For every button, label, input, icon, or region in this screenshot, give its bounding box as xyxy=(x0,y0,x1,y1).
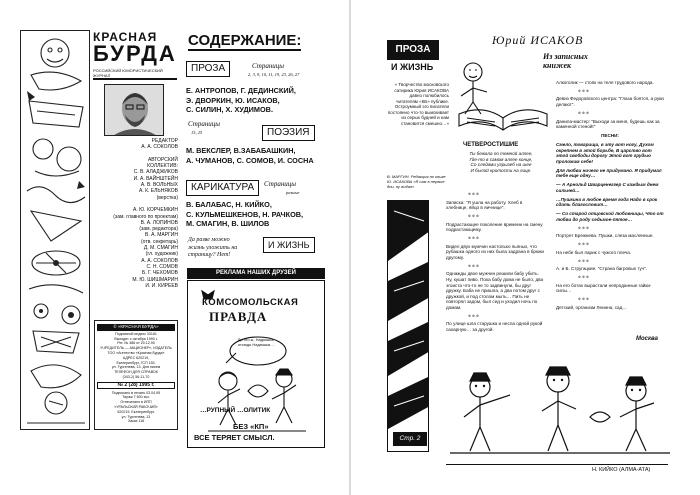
separator-icon: ✲ ✲ ✲ xyxy=(468,236,480,241)
ad-slogan-line2: ВСЕ ТЕРЯЕТ СМЫСЛ. xyxy=(194,433,275,442)
contents-title: СОДЕРЖАНИЕ: xyxy=(188,32,302,49)
portrait-icon xyxy=(105,85,164,136)
poezia-pages-label: Страницы xyxy=(188,120,221,128)
separator-icon: ✲ ✲ ✲ xyxy=(578,242,590,247)
section-box-karikatura: КАРИКАТУРА xyxy=(186,180,259,196)
staff-line: С. Н. СОМОВ xyxy=(146,263,178,270)
staff-line: С. В. АЛАДЖИКОВ xyxy=(133,169,178,176)
section-label-proza: ПРОЗА xyxy=(387,40,439,60)
ad-speech-bubble: Да это ж, Надюшка, отсюдо Надюшка… xyxy=(237,337,275,347)
staff-line: И. А. ВАЙНШТЕЙН xyxy=(133,175,178,182)
heading-illustration xyxy=(453,52,548,142)
staff-line: А. А. СОКОЛОВ xyxy=(141,257,178,264)
staff-line: (зам. редактора) xyxy=(139,226,178,233)
logo-subtitle: РОССИЙСКИЙ ЮМОРИСТИЧЕСКИЙ ЖУРНАЛ xyxy=(93,68,163,78)
note-line: страницу? Нет! xyxy=(188,252,231,258)
contents-note xyxy=(188,237,237,260)
staff-line: В. А. ЛОПИНОВ xyxy=(140,219,178,226)
article-column-1 xyxy=(446,191,544,336)
ad-slogan-line1: БЕЗ «КП» xyxy=(233,422,269,431)
staff-line: РЕДАКТОР xyxy=(151,138,178,144)
staff-line: (гл. художник) xyxy=(145,251,178,258)
author-line: М. СМАГИН, В. ШИЛОВ xyxy=(186,219,270,228)
imprint-line: ул. Тургенева, 13. Для писем xyxy=(111,365,161,370)
staff-line: М. Ю. ШИШМАРИН xyxy=(132,276,178,283)
separator-icon: ✲ ✲ ✲ xyxy=(468,192,480,196)
soldiers-cartoon-icon xyxy=(440,347,680,459)
column-paragraph: Алкоголик — стопк на теле трудового народа. xyxy=(556,80,654,85)
staff-line: А. А. СОКОЛОВ xyxy=(141,144,178,151)
staff-line: Б. Г. ЧЕХОМОВ xyxy=(141,270,178,277)
author-line: С. КУЛЬМЕШКЕНОВ, Н. РАЧКОВ, xyxy=(186,209,304,219)
proza-pages-label: Страницы xyxy=(252,62,285,70)
poezia-pages-list: 15, 25 xyxy=(191,130,203,135)
author-line: В. БАЛАБАС, Н. КИЙКО, xyxy=(186,200,272,209)
footer-rule xyxy=(446,464,668,465)
print-line: Тираж 7 600 экз. xyxy=(122,395,150,400)
logo-main-word: БУРДА xyxy=(93,41,177,66)
page-stamp: Стр. 2 xyxy=(393,432,427,446)
separator-icon: ✲ ✲ ✲ xyxy=(578,275,590,279)
article-intro: « Творчество московского сатирика Юрия ИСАКОВА давно полюбилось читателям «КБ» публике. Остроумный эго писатели постоянно что-то выискивает из серых будней и нам становится смешно…» xyxy=(387,82,449,126)
imprint-subscription: Подписной индекс 33181 xyxy=(115,331,157,336)
separator-icon: ✲ ✲ ✲ xyxy=(578,88,590,93)
illustration-credit: Н. КИЙКО (АЛМА-АТА) xyxy=(592,467,651,473)
print-line: ул. Тургенева, 13 xyxy=(121,414,151,419)
separator-icon: ✲ ✲ ✲ xyxy=(468,263,480,268)
section-box-poezia: ПОЭЗИЯ xyxy=(262,125,315,141)
separator-icon: ✲ ✲ ✲ xyxy=(578,110,590,115)
ad-brand-line2: ПРАВДА xyxy=(209,309,268,324)
imprint-copyright: © «КРАСНАЯ БУРДА» xyxy=(97,324,175,331)
karikatura-pages-label: Страницы xyxy=(264,180,297,188)
staff-line: КОЛЛЕКТИВ: xyxy=(147,163,178,170)
proza-pages-list: 2, 3, 9, 10, 11, 19, 23, 26, 27 xyxy=(248,72,300,77)
print-line: Подписано в печать 03.04.95 xyxy=(111,390,161,395)
heading-art-caption: Из записных книжек xyxy=(543,52,588,70)
section-box-proza: ПРОЗА xyxy=(186,61,230,77)
imprint-box xyxy=(94,320,178,430)
staff-line: (верстка) xyxy=(156,194,178,201)
imprint-line: Выходит с октября 1990 г. xyxy=(114,336,158,341)
print-line: «УРАЛЬСКИЙ РАБОЧИЙ» xyxy=(114,404,158,409)
magazine-logo xyxy=(93,30,177,80)
masthead-illustration-strip xyxy=(20,30,90,430)
column-paragraph: Видел двух мужчин настолько пьяных, что рубашка одного из них была задрана в брюки другому. xyxy=(446,243,545,260)
article-byline: В. МАРГИН. Редакция по книге Ю. ИСАКОВА «Я сам в первые дни, ну видал» xyxy=(387,174,446,189)
song-verse: Смело, товарищи, в эту вот ногу, Духом окрепнем в этой борьбе, В царство вот этой свободы дорогу Этой вот грудью проложим себе! xyxy=(556,141,654,164)
editor-photo xyxy=(104,84,164,136)
note-line: жизнь уложить на xyxy=(188,244,238,251)
imprint-line: АДРЕС 620219, xyxy=(122,355,150,360)
staff-line: Д. М. СМАГИН xyxy=(143,245,178,252)
poezia-authors xyxy=(186,146,314,165)
separator-icon: ✲ ✲ ✲ xyxy=(468,214,480,219)
staff-line: И. И. КИРЕЕВ xyxy=(145,282,178,289)
author-line: А. ЧУМАНОВ, С. СОМОВ, И. СОСНА xyxy=(186,155,314,165)
author-line: М. ВЕКСЛЕР, В.ЗАБАБАШКИН, xyxy=(186,146,296,155)
imprint-line: (343-2) 56-11-70 xyxy=(122,374,150,379)
vertical-art-strip xyxy=(387,200,429,452)
verse-line: Ты бежала по темной аллее, xyxy=(469,151,533,156)
page-gutter xyxy=(349,0,351,495)
imprint-line: Рег. № 486 от 20.12.90 xyxy=(117,341,155,346)
staff-line: А. Ю. КОРЧЕМКИН xyxy=(133,207,178,214)
column-paragraph: Записка: "Я ушла на работу. Хлеб в хлебнице, яйцо в яичнице". xyxy=(446,199,523,211)
note-line: Да разве можно xyxy=(188,237,230,243)
imprint-line: ТЕЛЕФОН ДЛЯ СПРАВОК xyxy=(114,370,158,375)
column-paragraph: На его ботах вырастали непроданные гайки-силы… xyxy=(556,282,652,294)
doodle-art-icon xyxy=(21,31,90,430)
karikatura-pages-list: разные xyxy=(286,190,300,195)
separator-icon: ✲ ✲ ✲ xyxy=(578,225,590,230)
column-paragraph: Портрет Брежнева. Пушки, слеза маслянные. xyxy=(556,233,654,239)
column-paragraph: А. и Б. Стругацкие. "Страна багровых туч". xyxy=(556,266,648,272)
staff-line: (зам. главного по проектам) xyxy=(113,213,178,220)
author-line: Э. ДВОРКИН, Ю. ИСАКОВ, xyxy=(186,95,280,105)
imprint-line: ТОО «Агентство «Красная Бурда» xyxy=(107,350,165,355)
proza-authors xyxy=(186,86,296,115)
staff-line: А. В. ВОЛЬНЫХ xyxy=(140,182,178,189)
article-column-2 xyxy=(556,80,664,314)
separator-icon: ✲ ✲ ✲ xyxy=(468,313,480,318)
print-line: Отпечатано в ИПП xyxy=(120,400,152,405)
staff-line: АВТОРСКИЙ xyxy=(147,156,178,163)
column-paragraph: По улице шла старушка и несла одной рукой сахарную… за другой. xyxy=(446,321,543,333)
imprint-line: УЧРЕДИТЕЛЬ — АКЦИОНЕР», ИЗДАТЕЛЬ xyxy=(100,346,172,351)
ad-caption: …РУПНЫЙ …ОЛИТИК xyxy=(200,407,271,414)
section-label-izhizn: И ЖИЗНЬ xyxy=(391,62,434,72)
column-paragraph: Девиз Федоровского центра: "Глаза боятся, а руки делают". xyxy=(556,96,664,108)
verse-line: И былой кротости на лице. xyxy=(470,167,532,173)
article-signature: Москва xyxy=(636,336,658,342)
column-paragraph: На небе был парик с чужого плеча. xyxy=(556,249,632,255)
ad-header: РЕКЛАМА НАШИХ ДРУЗЕЙ xyxy=(187,268,325,279)
verse-block xyxy=(458,151,544,173)
author-line: Е. АНТРОПОВ, Г. ДЕДИНСКИЙ, xyxy=(186,86,296,95)
staff-line: В. А. МАРГИН xyxy=(145,232,178,239)
imprint-line: Екатеринбург, ГСП 153, xyxy=(116,360,156,365)
song-verse: Для любви ничего не придумано. Я придумал тебе еще одну… xyxy=(556,167,662,179)
bottom-cartoon xyxy=(440,347,680,459)
open-book-cartoon-icon xyxy=(453,52,548,142)
column-paragraph: Подрастающее поколение времени на смену подрастающему. xyxy=(446,221,543,233)
author-line: С. СИЛИН, Х. ХУДИМОВ. xyxy=(186,105,273,114)
verse-line: Где-то в самом аллее конце, xyxy=(469,156,533,162)
song-verse: — Со старой отцовской любовницы, Что от любви до роду седьмое-пятое… xyxy=(556,211,664,222)
song-verse: …Пушкина в любое время года Надо в срок сдать благословит… xyxy=(556,196,658,208)
separator-icon: ✲ ✲ ✲ xyxy=(578,258,590,263)
editorial-staff-list xyxy=(94,138,178,289)
column-paragraph: Детский, организм Ленина, сад… xyxy=(556,304,627,310)
issue-number: № 2 (28) 1995 г. xyxy=(97,382,175,389)
logo-top-word: КРАСНАЯ xyxy=(93,30,158,44)
songs-heading: ПЕСНИ: xyxy=(601,133,619,139)
column-paragraph: Однажды двое мужчин решили бабу убить. Ну, кушат пиво. Пока бабу дома не было, два эгоиста что-то не то задвинули, бы друг дружку. Баба не пришла, а два потом друг с дружкой, и под столом мыть… Пить не повторял задом, был сед и уходил ночь по домам. xyxy=(446,271,544,310)
print-line: Заказ 118 xyxy=(127,419,145,424)
print-line: 620219, Екатеринбург, xyxy=(117,409,155,414)
article-author: Юрий ИСАКОВ xyxy=(492,33,584,47)
karikatura-authors xyxy=(186,200,303,229)
separator-icon: ✲ ✲ ✲ xyxy=(578,297,590,302)
verse-line: Со следами угрызеб на шее xyxy=(470,162,532,168)
column-paragraph: Данила-мастер: "Выходи за меня, будешь как за каменной стеной!" xyxy=(556,118,660,130)
abstract-strip-icon xyxy=(388,201,429,452)
staff-line: (отв. секретарь) xyxy=(141,238,178,245)
staff-line: А. К. ЕЛЬНЯКОВ xyxy=(138,188,178,195)
section-box-izhizn: И ЖИЗНЬ xyxy=(263,237,315,253)
verse-title: ЧЕТВЕРОСТИШИЕ xyxy=(463,142,519,148)
ad-brand-line1: КОМСОМОЛЬСКАЯ xyxy=(202,297,299,308)
song-verse: — А Арнольд Шварценеггер С каждым днем сильней… xyxy=(556,182,659,193)
